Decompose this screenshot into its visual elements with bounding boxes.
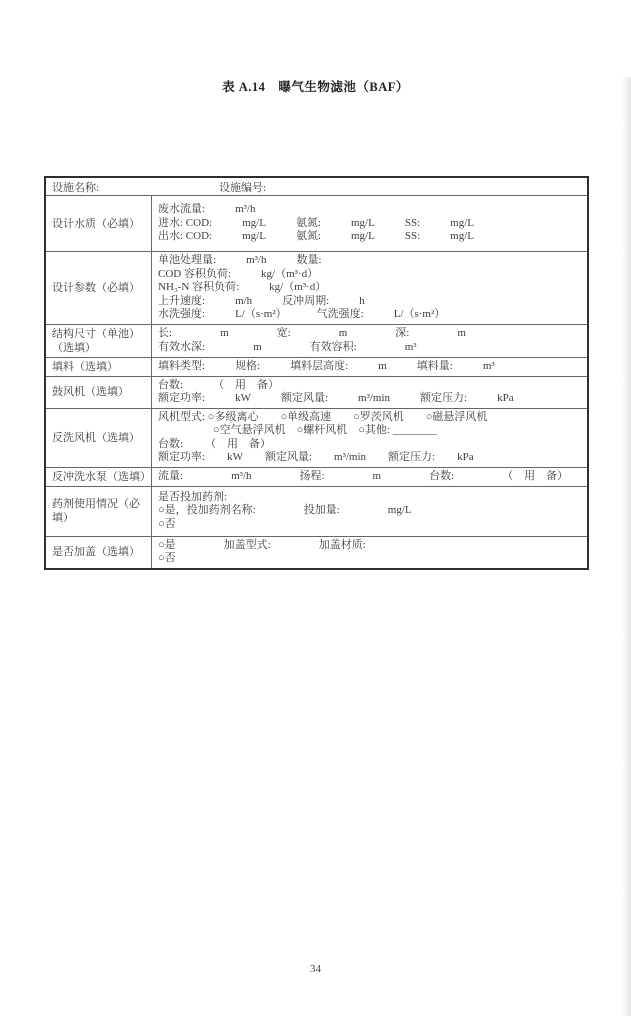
field-text: （ 用 备）	[205, 437, 272, 450]
field-text: ○磁悬浮风机	[425, 410, 488, 423]
field-text: 氨氮:	[295, 216, 321, 229]
field-line	[158, 327, 585, 341]
row-label: 药剂使用情况（必填）	[52, 498, 140, 524]
form-row	[46, 468, 587, 487]
field-text: kPa	[497, 392, 514, 404]
field-text: ○罗茨风机	[353, 410, 404, 423]
field-text: mg/L	[351, 230, 375, 243]
field-line	[158, 360, 585, 374]
field-line	[158, 295, 585, 309]
field-text: 额定功率:	[158, 451, 206, 463]
field-text: （ 用 备）	[213, 378, 280, 391]
field-text: 填料层高度:	[290, 359, 349, 372]
field-line	[158, 451, 585, 465]
field-text: 流量:	[158, 469, 184, 482]
row-label: 反冲洗水泵（选填）	[52, 470, 151, 483]
field-text: mg/L	[242, 230, 266, 243]
field-text: 气洗强度:	[316, 308, 364, 320]
field-text: m	[457, 327, 466, 339]
field-text: 额定压力:	[388, 451, 436, 463]
row-label-cell	[46, 325, 152, 357]
field-text: 长:	[158, 327, 173, 339]
field-text: 上升速度:	[158, 294, 206, 307]
field-line	[158, 470, 585, 484]
field-line	[158, 341, 585, 355]
facility-id-label: 设施编号:	[219, 181, 267, 194]
form-rows	[46, 196, 587, 568]
field-text: kW	[235, 392, 251, 404]
form-row	[46, 537, 587, 568]
field-text: （ 用 备）	[502, 469, 569, 482]
field-text: 风机型式: ○多级离心	[158, 410, 259, 423]
field-text: ○否	[158, 552, 176, 564]
field-text: mg/L	[387, 504, 412, 517]
field-text: ○是	[158, 538, 176, 551]
field-text: 废水流量:	[158, 203, 206, 216]
field-line	[158, 424, 585, 438]
field-text: 填料量:	[416, 359, 453, 372]
field-line	[158, 308, 585, 322]
form-row	[46, 325, 587, 358]
field-line	[158, 392, 585, 406]
field-line	[158, 203, 585, 217]
row-label: 鼓风机（选填）	[52, 386, 129, 398]
row-label: 是否加盖（选填）	[52, 546, 140, 558]
field-text: 扬程:	[299, 469, 325, 482]
field-text: mg/L	[450, 230, 474, 243]
row-label: 设计参数（必填）	[52, 281, 140, 294]
field-line	[158, 491, 585, 505]
field-text: m³/min	[358, 392, 391, 404]
field-line	[158, 552, 585, 566]
form-row	[46, 487, 587, 537]
field-text: 宽:	[276, 327, 291, 339]
field-text: SS:	[404, 230, 421, 243]
field-text: 出水: COD:	[158, 230, 213, 243]
row-content-cell	[152, 487, 587, 536]
field-text: 填料类型:	[158, 359, 206, 372]
form-row	[46, 358, 587, 377]
field-text: mg/L	[351, 216, 375, 229]
field-text: 是否投加药剂:	[158, 490, 228, 503]
row-label-cell	[46, 252, 152, 324]
field-text: m	[220, 327, 229, 339]
field-text: 单池处理量:	[158, 254, 217, 266]
field-text: L/（s·m²）	[393, 308, 446, 320]
page-title: 表 A.14 曝气生物滤池（BAF）	[222, 80, 409, 94]
field-text: L/（s·m²）	[235, 308, 287, 320]
row-label: 填料（选填）	[52, 360, 118, 373]
field-line	[158, 411, 585, 425]
field-text: SS:	[404, 216, 421, 229]
row-content-cell	[152, 537, 587, 568]
field-line	[158, 379, 585, 393]
row-content-cell	[152, 409, 587, 467]
field-text: kg/（m³·d）	[269, 281, 327, 293]
field-text: 台数:	[158, 378, 184, 391]
row-label-cell	[46, 487, 152, 536]
field-line	[158, 539, 585, 553]
field-text: kW	[227, 451, 243, 463]
facility-header-row	[46, 178, 587, 196]
field-text: ○否	[158, 517, 176, 530]
field-text: 反冲周期:	[282, 294, 330, 307]
field-text: m/h	[235, 294, 253, 307]
form-row	[46, 196, 587, 252]
field-line	[158, 518, 585, 532]
field-text: 深:	[395, 327, 410, 339]
field-text: m³/h	[246, 254, 267, 266]
field-line	[158, 268, 585, 282]
field-line	[158, 438, 585, 452]
row-label: 反洗风机（选填）	[52, 431, 140, 444]
field-text: 氨氮:	[295, 230, 321, 243]
field-text: m³/min	[334, 451, 367, 463]
field-text: 数量:	[296, 254, 322, 266]
field-text: 额定压力:	[420, 392, 468, 404]
field-text: kg/（m³·d）	[261, 267, 319, 280]
field-text: h	[359, 294, 365, 307]
field-text: 额定功率:	[158, 392, 206, 404]
field-text: m³	[404, 340, 417, 353]
field-text: m	[253, 340, 262, 353]
row-label-cell	[46, 377, 152, 408]
field-text: ○是，投加药剂名称:	[158, 504, 256, 517]
field-text: COD 容积负荷:	[158, 267, 232, 280]
field-text: mg/L	[242, 216, 266, 229]
row-label: 设计水质（必填）	[52, 217, 140, 230]
field-line	[158, 230, 585, 244]
field-text: ○空气悬浮风机 ○螺杆风机 ○其他: ________	[158, 424, 437, 436]
field-text: NH₃-N 容积负荷:	[158, 281, 240, 293]
field-text: m³/h	[235, 203, 256, 216]
field-text: 台数:	[429, 469, 455, 482]
field-text: m³/h	[231, 469, 252, 482]
row-content-cell	[152, 358, 587, 376]
facility-name-label: 设施名称:	[52, 181, 100, 194]
row-label-cell	[46, 196, 152, 251]
baf-form-table	[44, 176, 589, 570]
field-text: 额定风量:	[280, 392, 329, 404]
field-text: m	[372, 469, 382, 482]
field-text: m³	[482, 359, 495, 372]
field-line	[158, 504, 585, 518]
form-row	[46, 409, 587, 468]
field-text: 有效水深:	[158, 340, 206, 353]
field-line	[158, 254, 585, 268]
row-label: 结构尺寸（单池）（选填）	[52, 327, 140, 354]
row-label-cell	[46, 468, 152, 486]
field-line	[158, 217, 585, 231]
form-row	[46, 252, 587, 325]
scan-edge-shadow	[622, 77, 631, 1016]
field-text: 加盖型式:	[223, 538, 271, 551]
field-text: 水洗强度:	[158, 308, 206, 320]
field-text: mg/L	[450, 216, 474, 229]
field-text: 台数:	[158, 437, 184, 450]
page-number: 34	[310, 963, 321, 975]
field-text: m	[338, 327, 348, 339]
field-text: kPa	[457, 451, 474, 463]
field-text: 有效容积:	[309, 340, 357, 353]
field-text: 规格:	[235, 359, 261, 372]
form-row	[46, 377, 587, 409]
row-label-cell	[46, 358, 152, 376]
row-label-cell	[46, 409, 152, 467]
field-text: 进水: COD:	[158, 216, 213, 229]
row-content-cell	[152, 325, 587, 357]
row-content-cell	[152, 196, 587, 251]
row-content-cell	[152, 252, 587, 324]
field-text: m	[378, 359, 387, 372]
row-content-cell	[152, 468, 587, 486]
field-text: ○单级高速	[280, 410, 332, 423]
field-text: 投加量:	[303, 504, 340, 517]
row-content-cell	[152, 377, 587, 408]
field-text: 加盖材质:	[318, 538, 366, 551]
field-line	[158, 281, 585, 295]
row-label-cell	[46, 537, 152, 568]
field-text: 额定风量:	[264, 451, 313, 463]
